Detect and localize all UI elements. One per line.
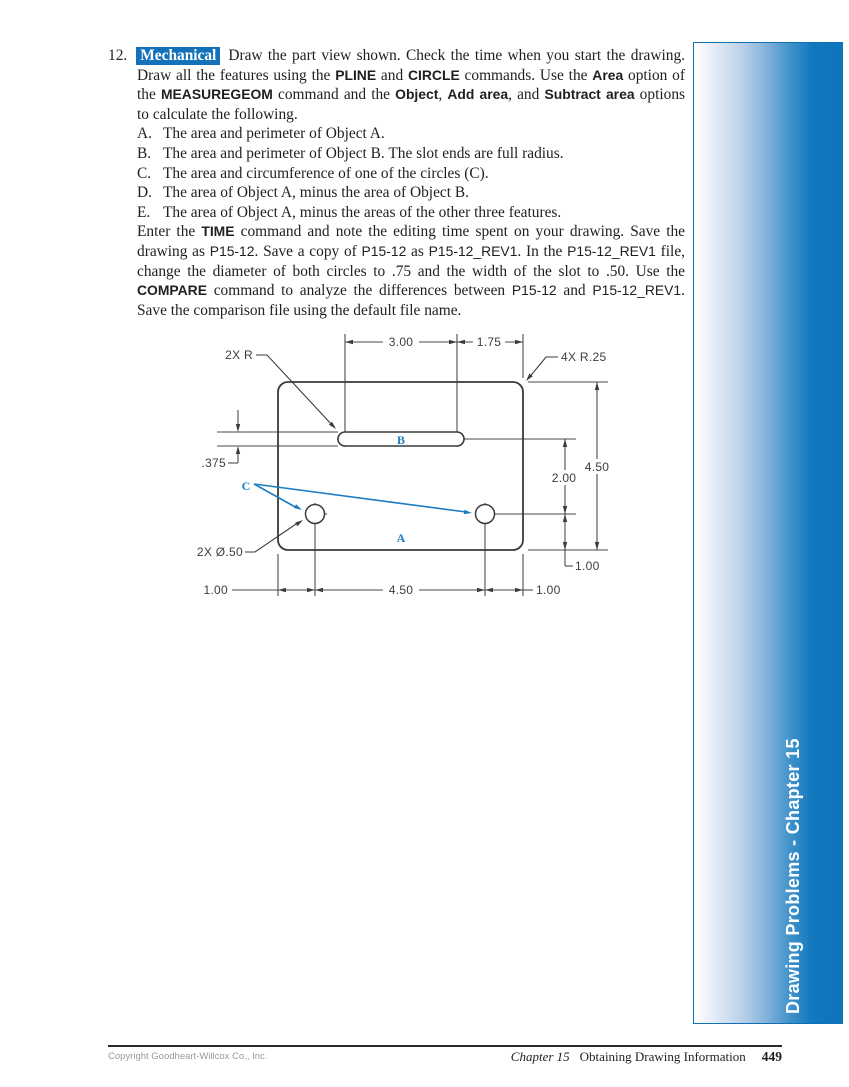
label-a: A [396,531,406,545]
problem-intro-paragraph [108,46,685,124]
footer-rule [108,1045,782,1047]
callout-holes: 2X Ø.50 [196,545,243,559]
callout-slot-radius: 2X R [225,348,253,362]
hole-left [306,505,325,524]
dim-right-overall: 4.50 [584,460,610,474]
dimension-texts [197,335,613,597]
extension-lines [217,334,608,596]
mechanical-tag: Mechanical [136,47,220,65]
leader-lines [245,355,558,552]
list-item [137,144,685,164]
list-item [137,164,685,184]
problem-outro-paragraph: Enter the TIME command and note the editing time spent on your drawing. Save the drawing as P15-12. Save a copy of P15-12 as P15-12_REV1. In the P15-12_REV1 file, change the diameter of both circles to .75 and the width of the slot to .50. Use the COMPARE command to analyze the differences between P15-12 and P15-12_REV1. Save the comparison file using the default file name. [137,223,686,319]
label-b: B [396,433,406,447]
hole-right [476,505,495,524]
dim-bottom-left: 1.00 [203,583,228,597]
label-c-arrows [254,484,466,512]
list-item-text: The area and circumference of one of the circles (C). [163,164,489,182]
dimension-lines [228,342,597,590]
arrowheads [236,340,599,592]
list-item [137,124,685,144]
list-item-label: A. [137,125,152,143]
dim-bottom-right: 1.00 [536,583,561,597]
dim-right-mid: 2.00 [551,471,577,485]
label-c: C [241,479,251,493]
footer-chapter-title: Obtaining Drawing Information [579,1049,746,1064]
footer-chapter-number: Chapter 15 [510,1049,570,1064]
list-item-label: E. [137,203,151,221]
sidebar-title: Drawing Problems - Chapter 15 [783,738,803,1014]
callout-corner-radius: 4X R.25 [561,350,607,364]
problem-task-list [108,124,685,222]
list-item-text: The area and perimeter of Object B. The slot ends are full radius. [163,144,564,162]
list-item-label: C. [137,164,152,182]
footer-page-number: 449 [761,1049,782,1064]
problem-text-block [108,46,685,320]
dim-top-right: 1.75 [476,335,502,349]
problem-number: 12. [108,47,128,64]
footer-chapter-info [511,1049,782,1065]
list-item-text: The area of Object A, minus the areas of the other three features. [163,203,562,221]
problem-intro-text: Draw the part view shown. Check the time when you start the drawing. Draw all the features using the PLINE and CIRCLE commands. Use the Area option of the MEASUREGEOM command and the Object, Add area, and Subtract area options to calculate the following. [137,47,686,123]
dim-top-slot-length: 3.00 [388,335,414,349]
list-item-label: D. [137,184,152,202]
footer-copyright: Copyright Goodheart-Willcox Co., Inc. [108,1051,268,1062]
list-item-label: B. [137,144,152,162]
dim-slot-width: .375 [201,456,226,470]
list-item [137,183,685,203]
part-drawing-figure [175,328,640,604]
list-item-text: The area of Object A, minus the area of Object B. [163,184,469,202]
dim-right-bottom: 1.00 [575,559,600,573]
list-item-text: The area and perimeter of Object A. [163,125,385,143]
chapter-sidebar [693,42,843,1024]
list-item [137,203,685,223]
dim-bottom-center: 4.50 [388,583,414,597]
